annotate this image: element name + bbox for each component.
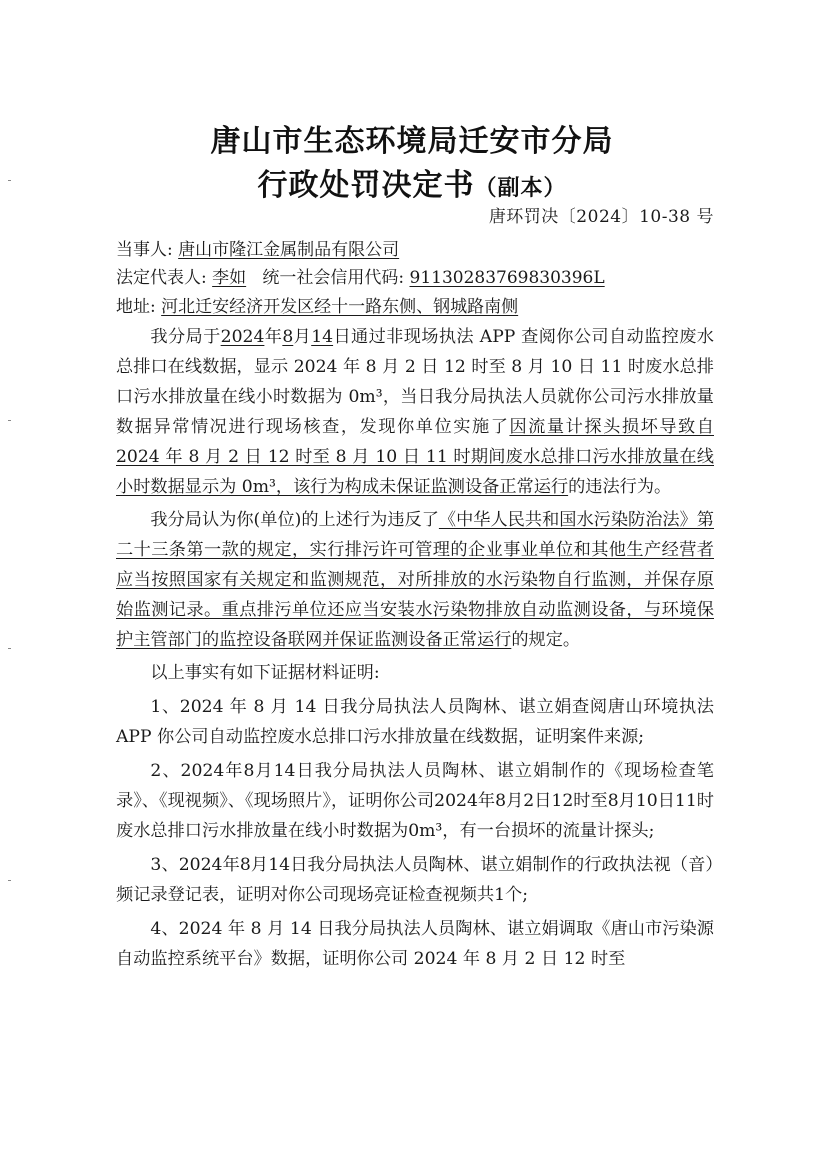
credit-code-label: 统一社会信用代码: <box>262 268 405 288</box>
evidence-item: 2、2024年8月14日我分局执法人员陶林、谌立娟制作的《现场检查笔录》、《现视频》、《现场照片》，证明你公司2024年8月2日12时至8月10日11时废水总排口污水排放量在线小时数据为0m³，有一台损坏的流量计探头; <box>116 761 714 841</box>
facts-paragraph <box>116 322 714 502</box>
legal-basis-text: 我分局认为你(单位)的上述行为违反了 <box>150 510 439 530</box>
scan-margin-mark <box>8 420 11 421</box>
facts-month: 8 <box>282 327 294 347</box>
evidence-item: 1、2024 年 8 月 14 日我分局执法人员陶林、谌立娟查阅唐山环境执法 APP 你公司自动监控废水总排口污水排放量在线数据，证明案件来源; <box>116 697 714 747</box>
facts-text: 月 <box>293 327 312 347</box>
document-number: 唐环罚决〔2024〕10-38 号 <box>488 207 714 227</box>
address-label: 地址: <box>116 297 156 317</box>
legal-basis-text: 的规定。 <box>511 630 581 650</box>
evidence-item: 4、2024 年 8 月 14 日我分局执法人员陶林、谌立娟调取《唐山市污染源自动监控系统平台》数据，证明你公司 2024 年 8 月 2 日 12 时至 <box>116 919 714 969</box>
document-title-main: 行政处罚决定书 <box>257 168 475 203</box>
facts-day: 14 <box>311 327 334 347</box>
evidence-section <box>116 658 714 974</box>
scan-margin-mark <box>8 648 11 649</box>
law-citation: 《中华人民共和国水污染防治法》第二十三条第一款的规定，实行排污许可管理的企业事业单位和其他生产经营者应当按照国家有关规定和监测规范，对所排放的水污染物自行监测，并保存原始监测记录。重点排污单位还应当安装水污染物排放自动监测设备，与环境保护主管部门的监控设备联网并保证监测设备正常运行 <box>116 510 714 650</box>
evidence-item: 3、2024年8月14日我分局执法人员陶林、谌立娟制作的行政执法视（音）频记录登记表，证明对你公司现场亮证检查视频共1个; <box>116 855 714 905</box>
credit-code-value: 91130283769830396L <box>409 268 605 288</box>
facts-text: 年 <box>264 327 283 347</box>
facts-text: 日通过非现场执法 APP 查阅你公司自动监控废水总排口在线数据，显示 2024 年 8 月 2 日 12 时至 8 月 10 日 11 时废水总排口污水排放量在线小时数据为 0m³，当日我分局执法人员就你公司污水排放量数据异常情况进行现场核查，发现你单位实施了 <box>116 327 714 437</box>
copy-tag: （副本） <box>474 175 567 201</box>
document-title-line1: 唐山市生态环境局迁安市分局 <box>210 124 614 159</box>
representative-line <box>116 264 716 292</box>
evidence-intro: 以上事实有如下证据材料证明: <box>150 663 380 683</box>
address-value: 河北迁安经济开发区经十一路东侧、钢城路南侧 <box>161 297 519 317</box>
facts-text: 我分局于 <box>150 327 221 347</box>
legal-basis-paragraph <box>116 505 714 655</box>
document-title-line2 <box>0 160 824 204</box>
party-name-value: 唐山市隆江金属制品有限公司 <box>178 240 400 260</box>
party-name-label: 当事人: <box>116 240 173 260</box>
representative-label: 法定代表人: <box>116 268 207 288</box>
representative-value: 李如 <box>212 268 247 288</box>
party-name-line <box>116 236 716 264</box>
scan-margin-mark <box>8 880 11 881</box>
main-body <box>116 322 714 978</box>
facts-year: 2024 <box>220 327 265 347</box>
address-line <box>116 293 716 321</box>
violation-description: 因流量计探头损坏导致自 2024 年 8 月 2 日 12 时至 8 月 10 日 11 时期间废水总排口污水排放量在线小时数据显示为 0m³，该行为构成未保证监测设备正常运行 <box>116 417 714 497</box>
facts-text: 的违法行为。 <box>568 477 672 497</box>
